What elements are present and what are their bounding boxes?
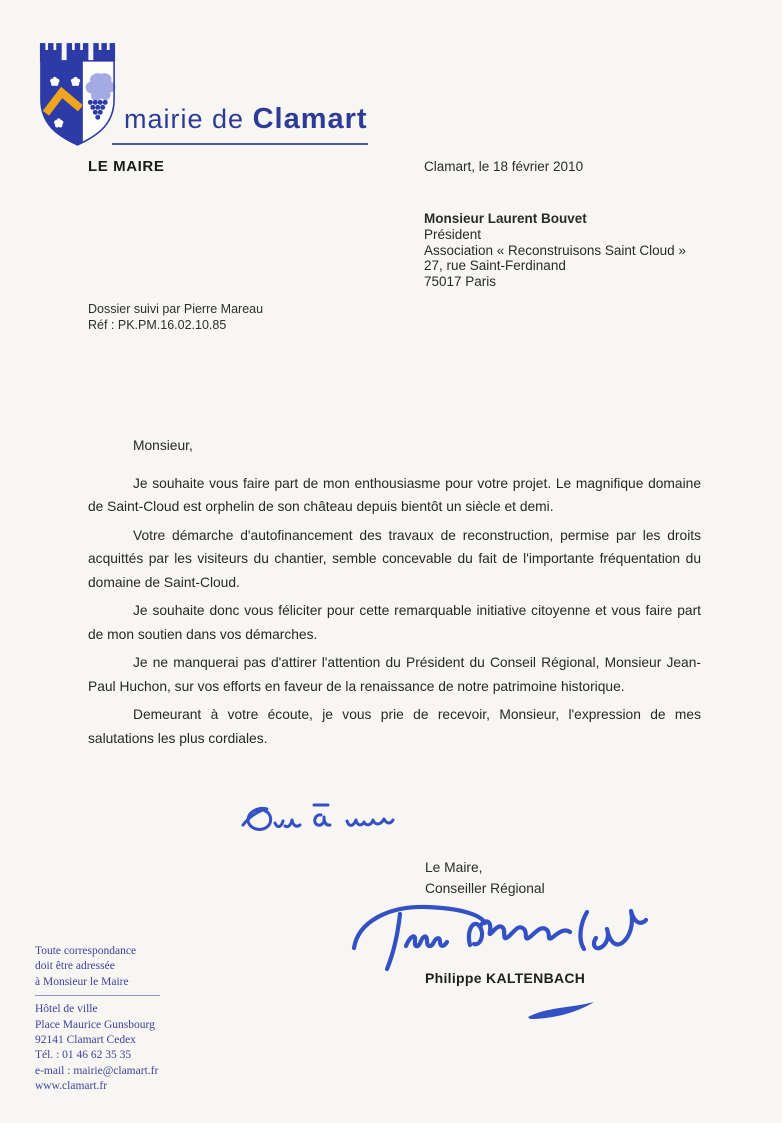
castle-towers-icon (40, 43, 115, 62)
footer-notice-1: Toute correspondance (35, 945, 137, 957)
reference-line: Réf : PK.PM.16.02.10.85 (88, 318, 227, 332)
footer-address-3: 92141 Clamart Cedex (35, 1034, 136, 1047)
wordmark (124, 103, 368, 136)
handwritten-note (235, 795, 400, 850)
recipient-city: 75017 Paris (424, 274, 497, 290)
paragraph-3: Je souhaite donc vous féliciter pour cette remarquable initiative citoyenne et vous faire part de mon soutien dans vos démarches. (88, 603, 701, 642)
recipient-organization: Association « Reconstruisons Saint Cloud » (424, 242, 686, 258)
signoff-block (425, 857, 545, 899)
footer-notice-2: doit être adressée (35, 960, 115, 973)
salutation: Monsieur, (133, 438, 193, 453)
wordmark-city: Clamart (252, 103, 368, 135)
signoff-title-1: Le Maire, (425, 860, 483, 875)
footer-notice-3: à Monsieur le Maire (35, 975, 129, 988)
letter-body (88, 434, 701, 755)
dateline: Clamart, le 18 février 2010 (424, 159, 584, 174)
footer-address-1: Hôtel de ville (35, 1003, 98, 1016)
paragraph-2: Votre démarche d'autofinancement des travaux de reconstruction, permise par les droits acquittés par les visiteurs du chantier, semble concevable du fait de l'importante fréquentation du domaine de Saint-Cloud. (88, 527, 701, 590)
paragraph-4: Je ne manquerai pas d'attirer l'attention du Président du Conseil Régional, Monsieur Jean-Paul Huchon, sur vos efforts en faveur de la renaissance de notre patrimoine historique. (88, 655, 701, 694)
recipient-block (424, 211, 686, 290)
footer-divider (35, 995, 160, 996)
footer-email: e-mail : mairie@clamart.fr (35, 1064, 159, 1077)
paragraph-1: Je souhaite vous faire part de mon enthousiasme pour votre projet. Le magnifique domaine de Saint-Cloud est orphelin de son château depuis bientôt un siècle et demi. (88, 475, 701, 514)
footer-block (35, 944, 205, 1095)
footer-phone: Tél. : 01 46 62 35 35 (35, 1049, 132, 1062)
dossier-line: Dossier suivi par Pierre Mareau (88, 302, 264, 316)
recipient-title: Président (424, 226, 482, 242)
recipient-street: 27, rue Saint-Ferdinand (424, 258, 566, 274)
signoff-title-2: Conseiller Régional (425, 881, 545, 896)
footer-website: www.clamart.fr (35, 1080, 108, 1093)
recipient-name: Monsieur Laurent Bouvet (424, 211, 587, 226)
signature-flourish (525, 1001, 597, 1023)
wordmark-underline (112, 143, 368, 145)
wordmark-prefix: mairie de (124, 104, 245, 134)
clamart-coat-of-arms-icon (34, 36, 121, 149)
signatory-name: Philippe KALTENBACH (425, 970, 586, 986)
sender-title: LE MAIRE (88, 158, 165, 175)
paragraph-5: Demeurant à votre écoute, je vous prie de recevoir, Monsieur, l'expression de mes salutations les plus cordiales. (88, 707, 701, 746)
footer-address-2: Place Maurice Gunsbourg (35, 1018, 155, 1031)
signature-scrawl (344, 896, 676, 972)
reference-block (88, 301, 263, 333)
